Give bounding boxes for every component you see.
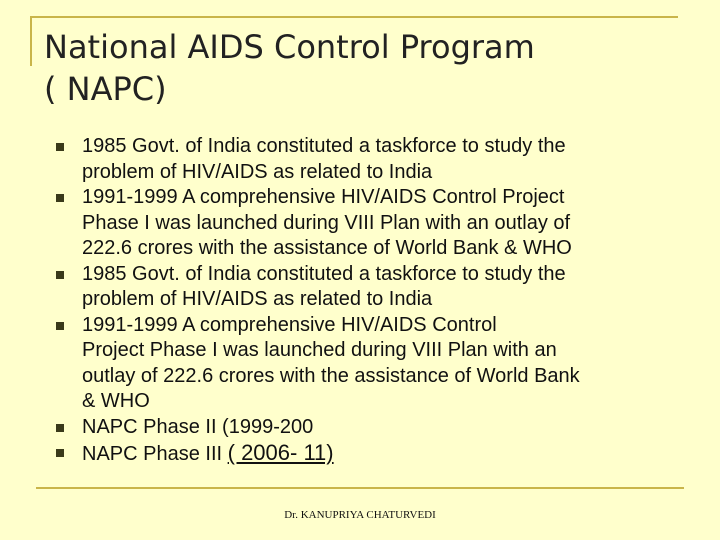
square-bullet-icon: [56, 271, 64, 279]
bullet-line: problem of HIV/AIDS as related to India: [82, 160, 433, 183]
frame-bottom-rule: [36, 487, 684, 489]
bullet-text: [82, 134, 692, 185]
bullet-item: [52, 440, 692, 468]
bullet-item: [52, 262, 692, 313]
bullet-line: 222.6 crores with the assistance of World Bank & WHO: [82, 237, 572, 259]
bullet-line: NAPC Phase II (1999-200: [82, 415, 314, 438]
bullet-underlined-years: ( 2006- 11): [227, 440, 334, 465]
bullet-text: [82, 440, 692, 468]
square-bullet-icon: [56, 424, 64, 432]
bullet-text: [82, 185, 692, 262]
title-line-1: National AIDS Control Program: [44, 28, 535, 66]
bullet-line: 1991-1999 A comprehensive HIV/AIDS Control Project: [82, 186, 565, 208]
bullet-item: [52, 185, 692, 262]
bullet-line: Phase I was launched during VIII Plan with an outlay of: [82, 211, 571, 234]
bullet-item: [52, 415, 692, 441]
frame-top-rule: [30, 16, 678, 18]
bullet-text: [82, 313, 692, 415]
bullet-line: [82, 440, 692, 468]
square-bullet-icon: [56, 449, 64, 457]
footer-author: Dr. KANUPRIYA CHATURVEDI: [284, 509, 436, 521]
bullet-line: Project Phase I was launched during VIII Plan with an: [82, 339, 557, 361]
bullet-item: [52, 313, 692, 415]
bullet-prefix: NAPC Phase III: [82, 443, 228, 465]
slide-title: [44, 26, 684, 110]
bullet-line: 1991-1999 A comprehensive HIV/AIDS Control: [82, 313, 497, 336]
square-bullet-icon: [56, 143, 64, 151]
bullet-list: [52, 134, 692, 468]
bullet-line: 1985 Govt. of India constituted a taskforce to study the: [82, 262, 566, 285]
bullet-item: [52, 134, 692, 185]
bullet-line: 1985 Govt. of India constituted a taskforce to study the: [82, 135, 566, 157]
bullet-line: problem of HIV/AIDS as related to India: [82, 288, 433, 310]
square-bullet-icon: [56, 194, 64, 202]
bullet-line: & WHO: [82, 390, 150, 412]
bullet-text: [82, 262, 692, 313]
title-line-2: ( NAPC): [44, 70, 167, 108]
frame-left-rule: [30, 16, 32, 66]
bullet-line: outlay of 222.6 crores with the assistance of World Bank: [82, 364, 580, 387]
bullet-text: [82, 415, 692, 441]
square-bullet-icon: [56, 322, 64, 330]
